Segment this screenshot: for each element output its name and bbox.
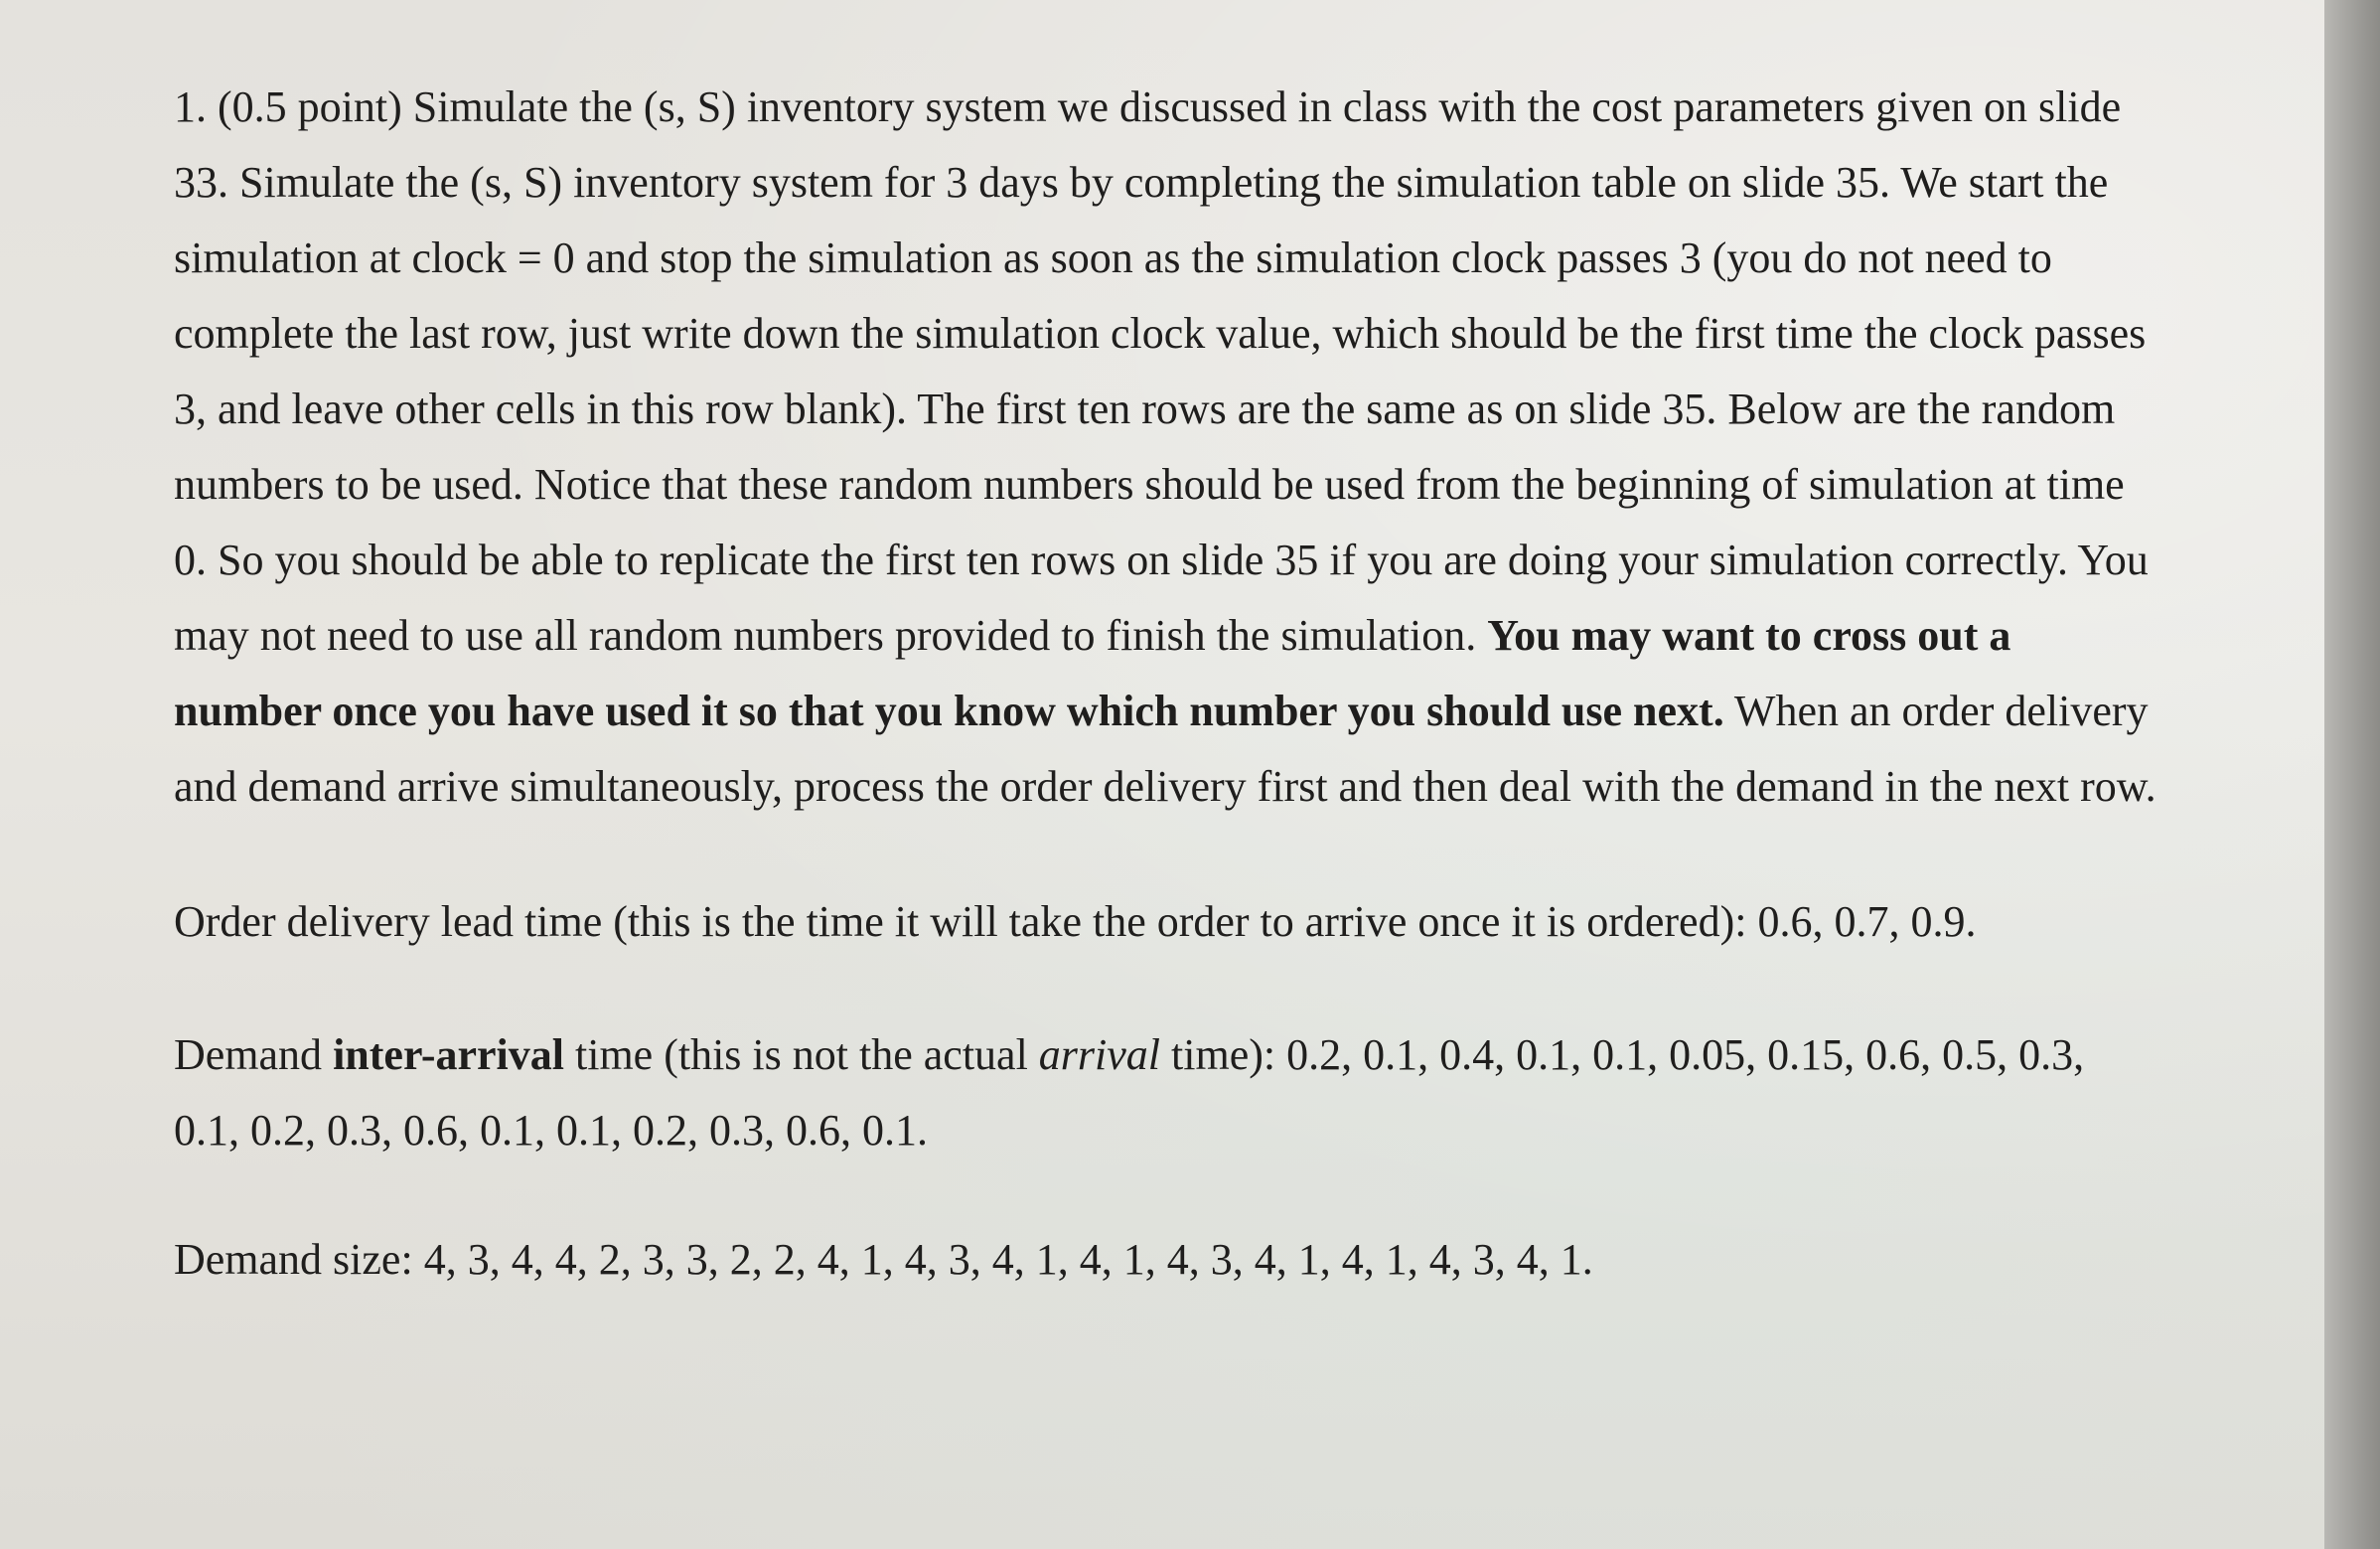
demand-size-paragraph — [174, 1222, 2160, 1298]
arrival-term: arrival — [1038, 1030, 1161, 1079]
inter-arrival-prefix: Demand — [174, 1030, 334, 1079]
spacer — [174, 960, 2160, 1017]
demand-size-text: Demand size: 4, 3, 4, 4, 2, 3, 3, 2, 2, 4, 1, 4, 3, 4, 1, 4, 1, 4, 3, 4, 1, 4, 1, 4, 3, 4, 1. — [174, 1235, 1593, 1284]
inter-arrival-paragraph — [174, 1017, 2160, 1168]
spacer — [174, 1168, 2160, 1222]
question-intro: 1. (0.5 point) Simulate the (s, S) inventory system we discussed in class with the cost parameters given on slide 33. Simulate the (s, S) inventory system for 3 days by completing the simulation table on slide 35. We start the simulation at clock = 0 and stop the simulation as soon as the simulation clock passes 3 (you do not need to complete the last row, just write down the simulation clock value, which should be the first time the clock passes 3, and leave other cells in this row blank). The first ten rows are the same as on slide 35. Below are the random numbers to be used. Notice that these random numbers should be used from the beginning of simulation at time 0. So you should be able to replicate the first ten rows on slide 35 if you are doing your simulation correctly. You may not need to use all random numbers provided to finish the simulation. — [174, 82, 2149, 660]
lead-time-paragraph — [174, 884, 2160, 960]
monitor-bezel — [2324, 0, 2380, 1549]
inter-arrival-values: time): 0.2, 0.1, 0.4, 0.1, 0.1, 0.05, 0.15, 0.6, 0.5, 0.3, 0.1, 0.2, 0.3, 0.6, 0.1, 0.1, 0.2, 0.3, 0.6, 0.1. — [174, 1030, 2085, 1155]
question-paragraph — [174, 70, 2160, 825]
tie-rule: When an order delivery and demand arrive simultaneously, process the order delivery first and then deal with the demand in the next row. — [174, 687, 2157, 811]
spacer — [174, 825, 2160, 884]
bold-instruction: You may want to cross out a number once you have used it so that you know which number you should use next. — [174, 611, 2011, 735]
inter-arrival-term: inter-arrival — [333, 1030, 564, 1079]
document-body — [174, 70, 2160, 1298]
lead-time-text: Order delivery lead time (this is the time it will take the order to arrive once it is ordered): 0.6, 0.7, 0.9. — [174, 897, 1977, 946]
inter-arrival-middle: time (this is not the actual — [564, 1030, 1039, 1079]
